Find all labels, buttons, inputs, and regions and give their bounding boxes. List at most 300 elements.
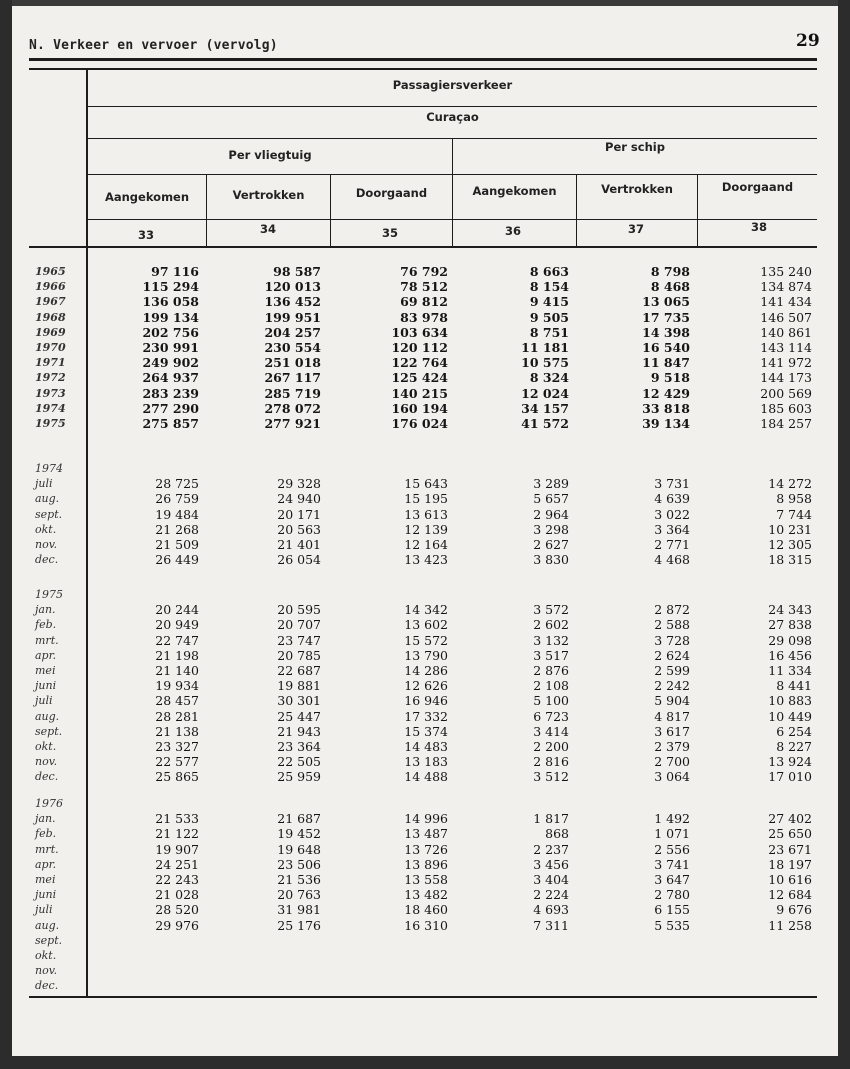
table-cell: 9 676	[776, 902, 812, 918]
table-cell: 140 861	[760, 324, 812, 340]
table-cell: 4 639	[654, 491, 690, 507]
table-cell: 27 402	[768, 811, 812, 827]
value-column-38-block-3	[768, 602, 812, 784]
table-cell: 18 460	[404, 902, 448, 918]
table-cell: 2 602	[533, 617, 569, 633]
table-cell: 23 747	[277, 632, 321, 648]
table-cell: 202 756	[142, 324, 199, 340]
table-cell: 12 626	[404, 678, 448, 694]
table-cell: 2 108	[533, 678, 569, 694]
header-col-35: Doorgaand	[355, 186, 428, 200]
table-cell: 27 838	[768, 617, 812, 633]
row-label: aug.	[35, 918, 60, 932]
table-cell: 11 258	[768, 917, 812, 933]
value-column-38-block-2	[768, 476, 812, 567]
header-bottom-rule	[29, 246, 817, 248]
header-col-33: Aangekomen	[104, 190, 190, 204]
table-cell: 22 687	[277, 663, 321, 678]
table-cell: 20 763	[277, 887, 321, 903]
col-number-33: 33	[138, 228, 155, 242]
row-label: juni	[35, 888, 57, 902]
table-cell: 14 996	[404, 811, 448, 827]
table-cell: 12 684	[768, 887, 812, 903]
page-number: 29	[796, 31, 820, 51]
table-cell: 19 648	[277, 841, 321, 857]
table-cell: 122 764	[391, 355, 448, 371]
table-cell: 868	[545, 826, 569, 842]
table-cell: 16 310	[404, 917, 448, 933]
table-cell: 22 747	[155, 632, 199, 648]
value-column-35-block-2	[404, 476, 448, 567]
table-cell: 1 817	[533, 811, 569, 827]
table-cell: 9 518	[650, 370, 690, 386]
row-label: 1967	[35, 295, 66, 309]
value-column-34-block-2	[277, 476, 321, 567]
table-cell: 41 572	[521, 416, 569, 432]
table-cell: 23 364	[277, 739, 321, 755]
table-cell: 33 818	[642, 400, 690, 416]
table-cell: 22 505	[277, 754, 321, 770]
table-cell: 13 613	[404, 506, 448, 522]
table-cell: 19 484	[155, 506, 199, 522]
value-column-38-block-4	[768, 811, 812, 933]
table-cell: 78 512	[400, 279, 448, 295]
table-cell: 13 896	[404, 856, 448, 872]
table-cell: 3 456	[533, 856, 569, 872]
table-cell: 2 964	[533, 506, 569, 522]
row-label: apr.	[35, 857, 57, 871]
table-cell: 3 298	[533, 521, 569, 537]
table-cell: 10 616	[768, 872, 812, 887]
table-cell: 13 726	[404, 841, 448, 857]
row-label: juli	[35, 694, 53, 708]
table-cell: 8 663	[529, 264, 569, 279]
table-cell: 3 647	[654, 872, 690, 887]
table-cell: 11 847	[642, 355, 690, 371]
table-cell: 2 816	[533, 754, 569, 770]
table-cell: 3 741	[654, 856, 690, 872]
table-cell: 141 972	[760, 355, 812, 371]
value-column-35-block-3	[404, 602, 448, 784]
row-label: dec.	[35, 770, 59, 784]
table-cell: 2 700	[654, 754, 690, 770]
row-label: 1972	[35, 371, 66, 385]
header-per-vliegtuig: Per vliegtuig	[228, 148, 312, 162]
table-cell: 278 072	[264, 400, 321, 416]
table-cell: 143 114	[760, 340, 812, 356]
table-cell: 29 976	[155, 917, 199, 933]
row-label: 1976	[35, 797, 63, 810]
row-label: 1965	[35, 265, 66, 278]
table-cell: 16 540	[642, 340, 690, 356]
value-column-34-block-1	[264, 264, 321, 431]
table-cell: 185 603	[760, 400, 812, 416]
table-cell: 8 751	[529, 324, 569, 340]
table-cell: 15 195	[404, 491, 448, 507]
row-label: 1971	[35, 356, 66, 370]
table-cell: 275 857	[142, 416, 199, 432]
table-cell: 6 155	[654, 902, 690, 918]
table-cell: 26 759	[155, 491, 199, 507]
table-cell: 14 488	[404, 769, 448, 785]
value-column-37-block-2	[654, 476, 690, 567]
row-label: okt.	[35, 949, 57, 963]
table-cell: 140 215	[391, 385, 448, 401]
row-label: aug.	[35, 709, 60, 723]
table-cell: 13 183	[404, 754, 448, 770]
value-column-33-block-4	[155, 811, 199, 933]
row-label: sept.	[35, 507, 63, 521]
table-cell: 21 943	[277, 723, 321, 739]
table-cell: 12 164	[404, 537, 448, 552]
table-cell: 7 311	[533, 917, 569, 933]
table-cell: 23 327	[155, 739, 199, 755]
table-cell: 3 404	[533, 872, 569, 887]
row-label: dec.	[35, 553, 59, 567]
table-cell: 21 198	[155, 647, 199, 663]
table-cell: 2 872	[654, 602, 690, 618]
header-per-schip: Per schip	[605, 140, 665, 154]
table-cell: 28 725	[155, 476, 199, 492]
row-label: 1966	[35, 280, 66, 294]
table-cell: 2 588	[654, 617, 690, 633]
row-label: jan.	[35, 812, 56, 826]
table-cell: 3 517	[533, 647, 569, 663]
table-cell: 135 240	[760, 264, 812, 279]
col-number-34: 34	[260, 222, 277, 236]
table-cell: 29 098	[768, 632, 812, 648]
table-cell: 24 251	[155, 856, 199, 872]
row-labels-block-1	[35, 264, 66, 431]
table-cell: 21 509	[155, 537, 199, 552]
value-column-36-block-3	[533, 602, 569, 784]
table-cell: 13 423	[404, 552, 448, 568]
table-cell: 3 512	[533, 769, 569, 785]
table-cell: 1 492	[654, 811, 690, 827]
table-cell: 8 324	[529, 370, 569, 386]
table-cell: 17 332	[404, 708, 448, 724]
table-top-rule	[29, 68, 817, 70]
table-cell: 3 289	[533, 476, 569, 492]
header-passagiersverkeer: Passagiersverkeer	[392, 78, 513, 92]
value-column-36-block-2	[533, 476, 569, 567]
table-cell: 2 780	[654, 887, 690, 903]
table-cell: 3 022	[654, 506, 690, 522]
table-cell: 141 434	[760, 294, 812, 310]
label-column-rule	[86, 68, 88, 998]
row-label: juni	[35, 679, 57, 693]
value-column-36-block-4	[533, 811, 569, 933]
table-cell: 160 194	[391, 400, 448, 416]
col-number-38: 38	[751, 220, 768, 234]
table-cell: 3 364	[654, 521, 690, 537]
table-cell: 76 792	[400, 264, 448, 279]
value-column-37-block-3	[654, 602, 690, 784]
table-cell: 20 785	[277, 647, 321, 663]
table-cell: 12 429	[642, 385, 690, 401]
table-cell: 1 071	[654, 826, 690, 842]
table-cell: 19 452	[277, 826, 321, 842]
table-cell: 34 157	[521, 400, 569, 416]
table-cell: 83 978	[400, 309, 448, 325]
scan-border-bottom	[0, 1056, 850, 1069]
row-label: nov.	[35, 755, 58, 769]
table-cell: 4 468	[654, 552, 690, 568]
table-cell: 285 719	[264, 385, 321, 401]
table-cell: 19 934	[155, 678, 199, 694]
table-cell: 14 483	[404, 739, 448, 755]
scan-border-left	[0, 0, 12, 1069]
table-cell: 277 290	[142, 400, 199, 416]
table-cell: 283 239	[142, 385, 199, 401]
table-cell: 251 018	[264, 355, 321, 371]
table-cell: 200 569	[760, 385, 812, 401]
table-cell: 10 883	[768, 693, 812, 709]
table-cell: 5 100	[533, 693, 569, 709]
table-cell: 25 447	[277, 708, 321, 724]
table-cell: 9 505	[529, 309, 569, 325]
table-cell: 3 572	[533, 602, 569, 618]
row-label: juli	[35, 477, 53, 491]
table-cell: 4 817	[654, 708, 690, 724]
table-cell: 20 563	[277, 521, 321, 537]
title-rule	[29, 58, 817, 61]
table-cell: 249 902	[142, 355, 199, 371]
table-cell: 25 176	[277, 917, 321, 933]
row-label: mrt.	[35, 633, 59, 647]
table-cell: 20 244	[155, 602, 199, 618]
table-cell: 10 231	[768, 521, 812, 537]
row-labels-block-3	[35, 587, 63, 785]
table-cell: 8 468	[650, 279, 690, 295]
table-cell: 97 116	[151, 264, 199, 279]
table-cell: 20 171	[277, 506, 321, 522]
table-cell: 39 134	[642, 416, 690, 432]
value-column-37-block-4	[654, 811, 690, 933]
table-cell: 2 237	[533, 841, 569, 857]
table-cell: 14 342	[404, 602, 448, 618]
table-cell: 2 876	[533, 663, 569, 678]
table-cell: 8 154	[529, 279, 569, 295]
table-cell: 2 556	[654, 841, 690, 857]
table-cell: 13 065	[642, 294, 690, 310]
table-cell: 19 881	[277, 678, 321, 694]
header-curacao: Curaçao	[426, 110, 479, 124]
scan-border-right	[838, 0, 850, 1069]
table-cell: 20 949	[155, 617, 199, 633]
table-cell: 13 487	[404, 826, 448, 842]
value-column-33-block-3	[155, 602, 199, 784]
value-column-35-block-1	[391, 264, 448, 431]
table-cell: 19 907	[155, 841, 199, 857]
value-column-34-block-4	[277, 811, 321, 933]
value-column-34-block-3	[277, 602, 321, 784]
row-label: nov.	[35, 964, 58, 978]
row-labels-block-4	[35, 796, 63, 994]
table-cell: 2 242	[654, 678, 690, 694]
table-cell: 10 575	[521, 355, 569, 371]
table-cell: 25 650	[768, 826, 812, 842]
table-cell: 264 937	[142, 370, 199, 386]
table-cell: 3 731	[654, 476, 690, 492]
table-cell: 144 173	[760, 370, 812, 386]
row-label: feb.	[35, 618, 57, 632]
table-cell: 199 134	[142, 309, 199, 325]
row-label: mei	[35, 664, 56, 678]
table-cell: 31 981	[277, 902, 321, 918]
table-cell: 8 958	[776, 491, 812, 507]
table-cell: 98 587	[273, 264, 321, 279]
row-label: dec.	[35, 979, 59, 993]
table-cell: 3 830	[533, 552, 569, 568]
table-cell: 120 013	[264, 279, 321, 295]
col-number-37: 37	[628, 222, 645, 236]
table-cell: 13 558	[404, 872, 448, 887]
value-column-36-block-1	[521, 264, 569, 431]
table-cell: 146 507	[760, 309, 812, 325]
table-cell: 12 024	[521, 385, 569, 401]
table-cell: 3 132	[533, 632, 569, 648]
row-label: 1970	[35, 341, 66, 355]
table-cell: 11 181	[521, 340, 569, 356]
col-number-35: 35	[382, 226, 399, 240]
table-cell: 29 328	[277, 476, 321, 492]
table-cell: 26 054	[277, 552, 321, 568]
table-cell: 24 940	[277, 491, 321, 507]
row-label: sept.	[35, 724, 63, 738]
table-cell: 20 595	[277, 602, 321, 618]
value-column-37-block-1	[642, 264, 690, 431]
table-cell: 9 415	[529, 294, 569, 310]
value-column-38-block-1	[760, 264, 812, 431]
table-cell: 184 257	[760, 416, 812, 432]
table-cell: 17 010	[768, 769, 812, 785]
table-cell: 5 535	[654, 917, 690, 933]
table-cell: 12 139	[404, 521, 448, 537]
col-divider-1	[206, 174, 207, 246]
row-label: juli	[35, 903, 53, 917]
row-label: apr.	[35, 648, 57, 662]
table-cell: 14 398	[642, 324, 690, 340]
table-cell: 3 064	[654, 769, 690, 785]
table-cell: 16 456	[768, 647, 812, 663]
header-rule-1	[88, 106, 817, 107]
row-label: mei	[35, 873, 56, 887]
value-column-33-block-1	[142, 264, 199, 431]
table-cell: 125 424	[391, 370, 448, 386]
table-cell: 14 286	[404, 663, 448, 678]
table-cell: 6 723	[533, 708, 569, 724]
table-cell: 13 482	[404, 887, 448, 903]
table-cell: 22 577	[155, 754, 199, 770]
table-cell: 13 602	[404, 617, 448, 633]
table-cell: 21 138	[155, 723, 199, 739]
table-cell: 22 243	[155, 872, 199, 887]
table-cell: 15 572	[404, 632, 448, 648]
header-col-34: Vertrokken	[232, 188, 305, 202]
table-cell: 3 728	[654, 632, 690, 648]
table-cell: 28 281	[155, 708, 199, 724]
row-label: 1969	[35, 325, 66, 339]
row-label: feb.	[35, 827, 57, 841]
table-cell: 30 301	[277, 693, 321, 709]
table-cell: 28 457	[155, 693, 199, 709]
row-label: 1968	[35, 310, 66, 324]
table-cell: 136 452	[264, 294, 321, 310]
table-cell: 2 624	[654, 647, 690, 663]
table-cell: 176 024	[391, 416, 448, 432]
table-cell: 21 028	[155, 887, 199, 903]
table-cell: 2 224	[533, 887, 569, 903]
table-cell: 2 200	[533, 739, 569, 755]
table-cell: 204 257	[264, 324, 321, 340]
table-cell: 3 617	[654, 723, 690, 739]
page-title: N. Verkeer en vervoer (vervolg)	[29, 38, 278, 53]
table-cell: 13 790	[404, 647, 448, 663]
table-cell: 17 735	[642, 309, 690, 325]
row-label: sept.	[35, 933, 63, 947]
table-cell: 28 520	[155, 902, 199, 918]
table-cell: 13 924	[768, 754, 812, 770]
value-column-33-block-2	[155, 476, 199, 567]
table-cell: 23 671	[768, 841, 812, 857]
table-cell: 134 874	[760, 279, 812, 295]
col-number-36: 36	[505, 224, 522, 238]
table-cell: 199 951	[264, 309, 321, 325]
table-cell: 7 744	[776, 506, 812, 522]
table-cell: 120 112	[391, 340, 448, 356]
row-label: 1975	[35, 417, 66, 431]
header-col-36: Aangekomen	[472, 184, 557, 198]
table-cell: 15 643	[404, 476, 448, 492]
table-cell: 4 693	[533, 902, 569, 918]
table-cell: 2 599	[654, 663, 690, 678]
table-cell: 136 058	[142, 294, 199, 310]
table-cell: 21 687	[277, 811, 321, 827]
table-cell: 12 305	[768, 537, 812, 552]
table-cell: 230 991	[142, 340, 199, 356]
row-label: okt.	[35, 522, 57, 536]
table-cell: 21 268	[155, 521, 199, 537]
table-cell: 14 272	[768, 476, 812, 492]
row-label: jan.	[35, 603, 56, 617]
table-cell: 8 227	[776, 739, 812, 755]
table-cell: 8 798	[650, 264, 690, 279]
table-bottom-rule	[29, 996, 817, 998]
table-cell: 2 379	[654, 739, 690, 755]
table-cell: 21 140	[155, 663, 199, 678]
table-cell: 115 294	[142, 279, 199, 295]
row-label: okt.	[35, 740, 57, 754]
table-cell: 5 904	[654, 693, 690, 709]
table-cell: 267 117	[264, 370, 321, 386]
table-cell: 103 634	[391, 324, 448, 340]
table-cell: 230 554	[264, 340, 321, 356]
table-cell: 11 334	[768, 663, 812, 678]
table-cell: 20 707	[277, 617, 321, 633]
row-label: aug.	[35, 492, 60, 506]
value-column-35-block-4	[404, 811, 448, 933]
table-cell: 21 122	[155, 826, 199, 842]
table-cell: 18 315	[768, 552, 812, 568]
row-labels-block-2	[35, 461, 63, 567]
table-cell: 23 506	[277, 856, 321, 872]
table-cell: 26 449	[155, 552, 199, 568]
table-cell: 24 343	[768, 602, 812, 618]
table-cell: 21 401	[277, 537, 321, 552]
header-col-38: Doorgaand	[721, 180, 794, 194]
table-cell: 3 414	[533, 723, 569, 739]
